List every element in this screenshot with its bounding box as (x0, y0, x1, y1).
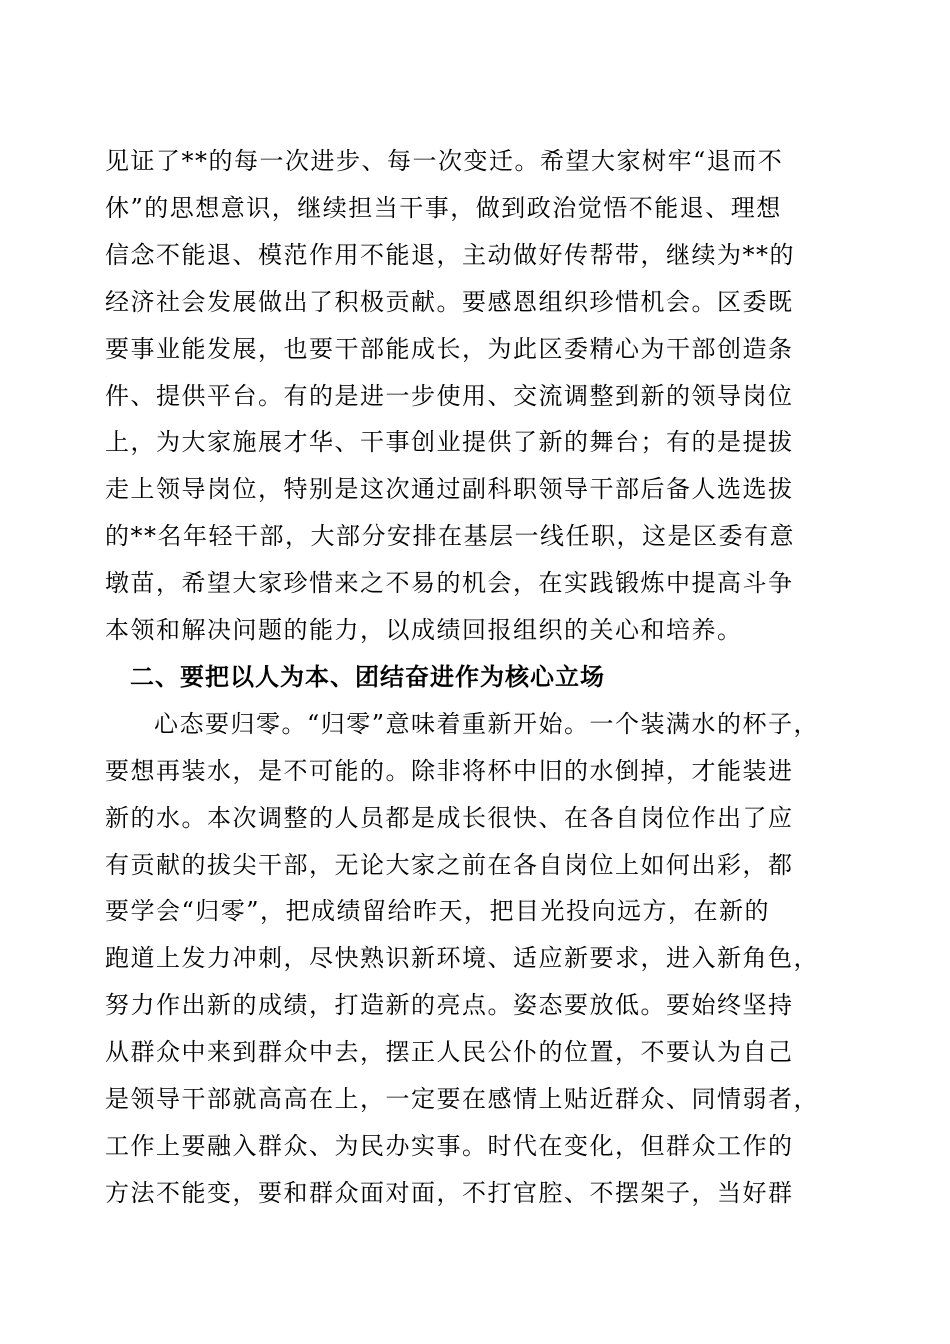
paragraph-line: 休”的思想意识，继续担当干事，做到政治觉悟不能退、理想 (105, 194, 782, 222)
paragraph-line: 新的水。本次调整的人员都是成长很快、在各自岗位作出了应 (105, 804, 794, 832)
paragraph-line: 要学会“归零”，把成绩留给昨天，把目光投向远方，在新的 (105, 897, 771, 925)
section-heading: 二、要把以人为本、团结奋进作为核心立场 (130, 663, 605, 691)
paragraph-line: 本领和解决问题的能力，以成绩回报组织的关心和培养。 (105, 616, 743, 644)
paragraph-line: 有贡献的拔尖干部，无论大家之前在各自岗位上如何出彩，都 (105, 851, 794, 879)
paragraph-line: 件、提供平台。有的是进一步使用、交流调整到新的领导岗位 (105, 382, 794, 410)
paragraph-line: 经济社会发展做出了积极贡献。要感恩组织珍惜机会。区委既 (105, 288, 794, 316)
paragraph-line: 的**名年轻干部，大部分安排在基层一线任职，这是区委有意 (105, 522, 795, 550)
paragraph-line: 信念不能退、模范作用不能退，主动做好传帮带，继续为**的 (105, 241, 795, 269)
paragraph-line: 要事业能发展，也要干部能成长，为此区委精心为干部创造条 (105, 335, 794, 363)
paragraph-line: 是领导干部就高高在上，一定要在感情上贴近群众、同情弱者， (105, 1085, 819, 1113)
paragraph-line: 跑道上发力冲刺，尽快熟识新环境、适应新要求，进入新角色， (105, 944, 819, 972)
paragraph-line: 墩苗，希望大家珍惜来之不易的机会，在实践锻炼中提高斗争 (105, 569, 794, 597)
paragraph-line: 见证了**的每一次进步、每一次变迁。希望大家树牢“退而不 (105, 147, 784, 175)
paragraph-line: 工作上要融入群众、为民办实事。时代在变化，但群众工作的 (105, 1132, 794, 1160)
paragraph-line: 走上领导岗位，特别是这次通过副科职领导干部后备人选选拔 (105, 475, 794, 503)
paragraph-line: 方法不能变，要和群众面对面，不打官腔、不摆架子，当好群 (105, 1179, 794, 1207)
paragraph-line: 心态要归零。“归零”意味着重新开始。一个装满水的杯子， (154, 710, 820, 738)
paragraph-line: 要想再装水，是不可能的。除非将杯中旧的水倒掉，才能装进 (105, 757, 794, 785)
paragraph-line: 从群众中来到群众中去，摆正人民公仆的位置，不要认为自己 (105, 1038, 794, 1066)
paragraph-line: 努力作出新的成绩，打造新的亮点。姿态要放低。要始终坚持 (105, 991, 794, 1019)
paragraph-line: 上，为大家施展才华、干事创业提供了新的舞台；有的是提拔 (105, 428, 794, 456)
